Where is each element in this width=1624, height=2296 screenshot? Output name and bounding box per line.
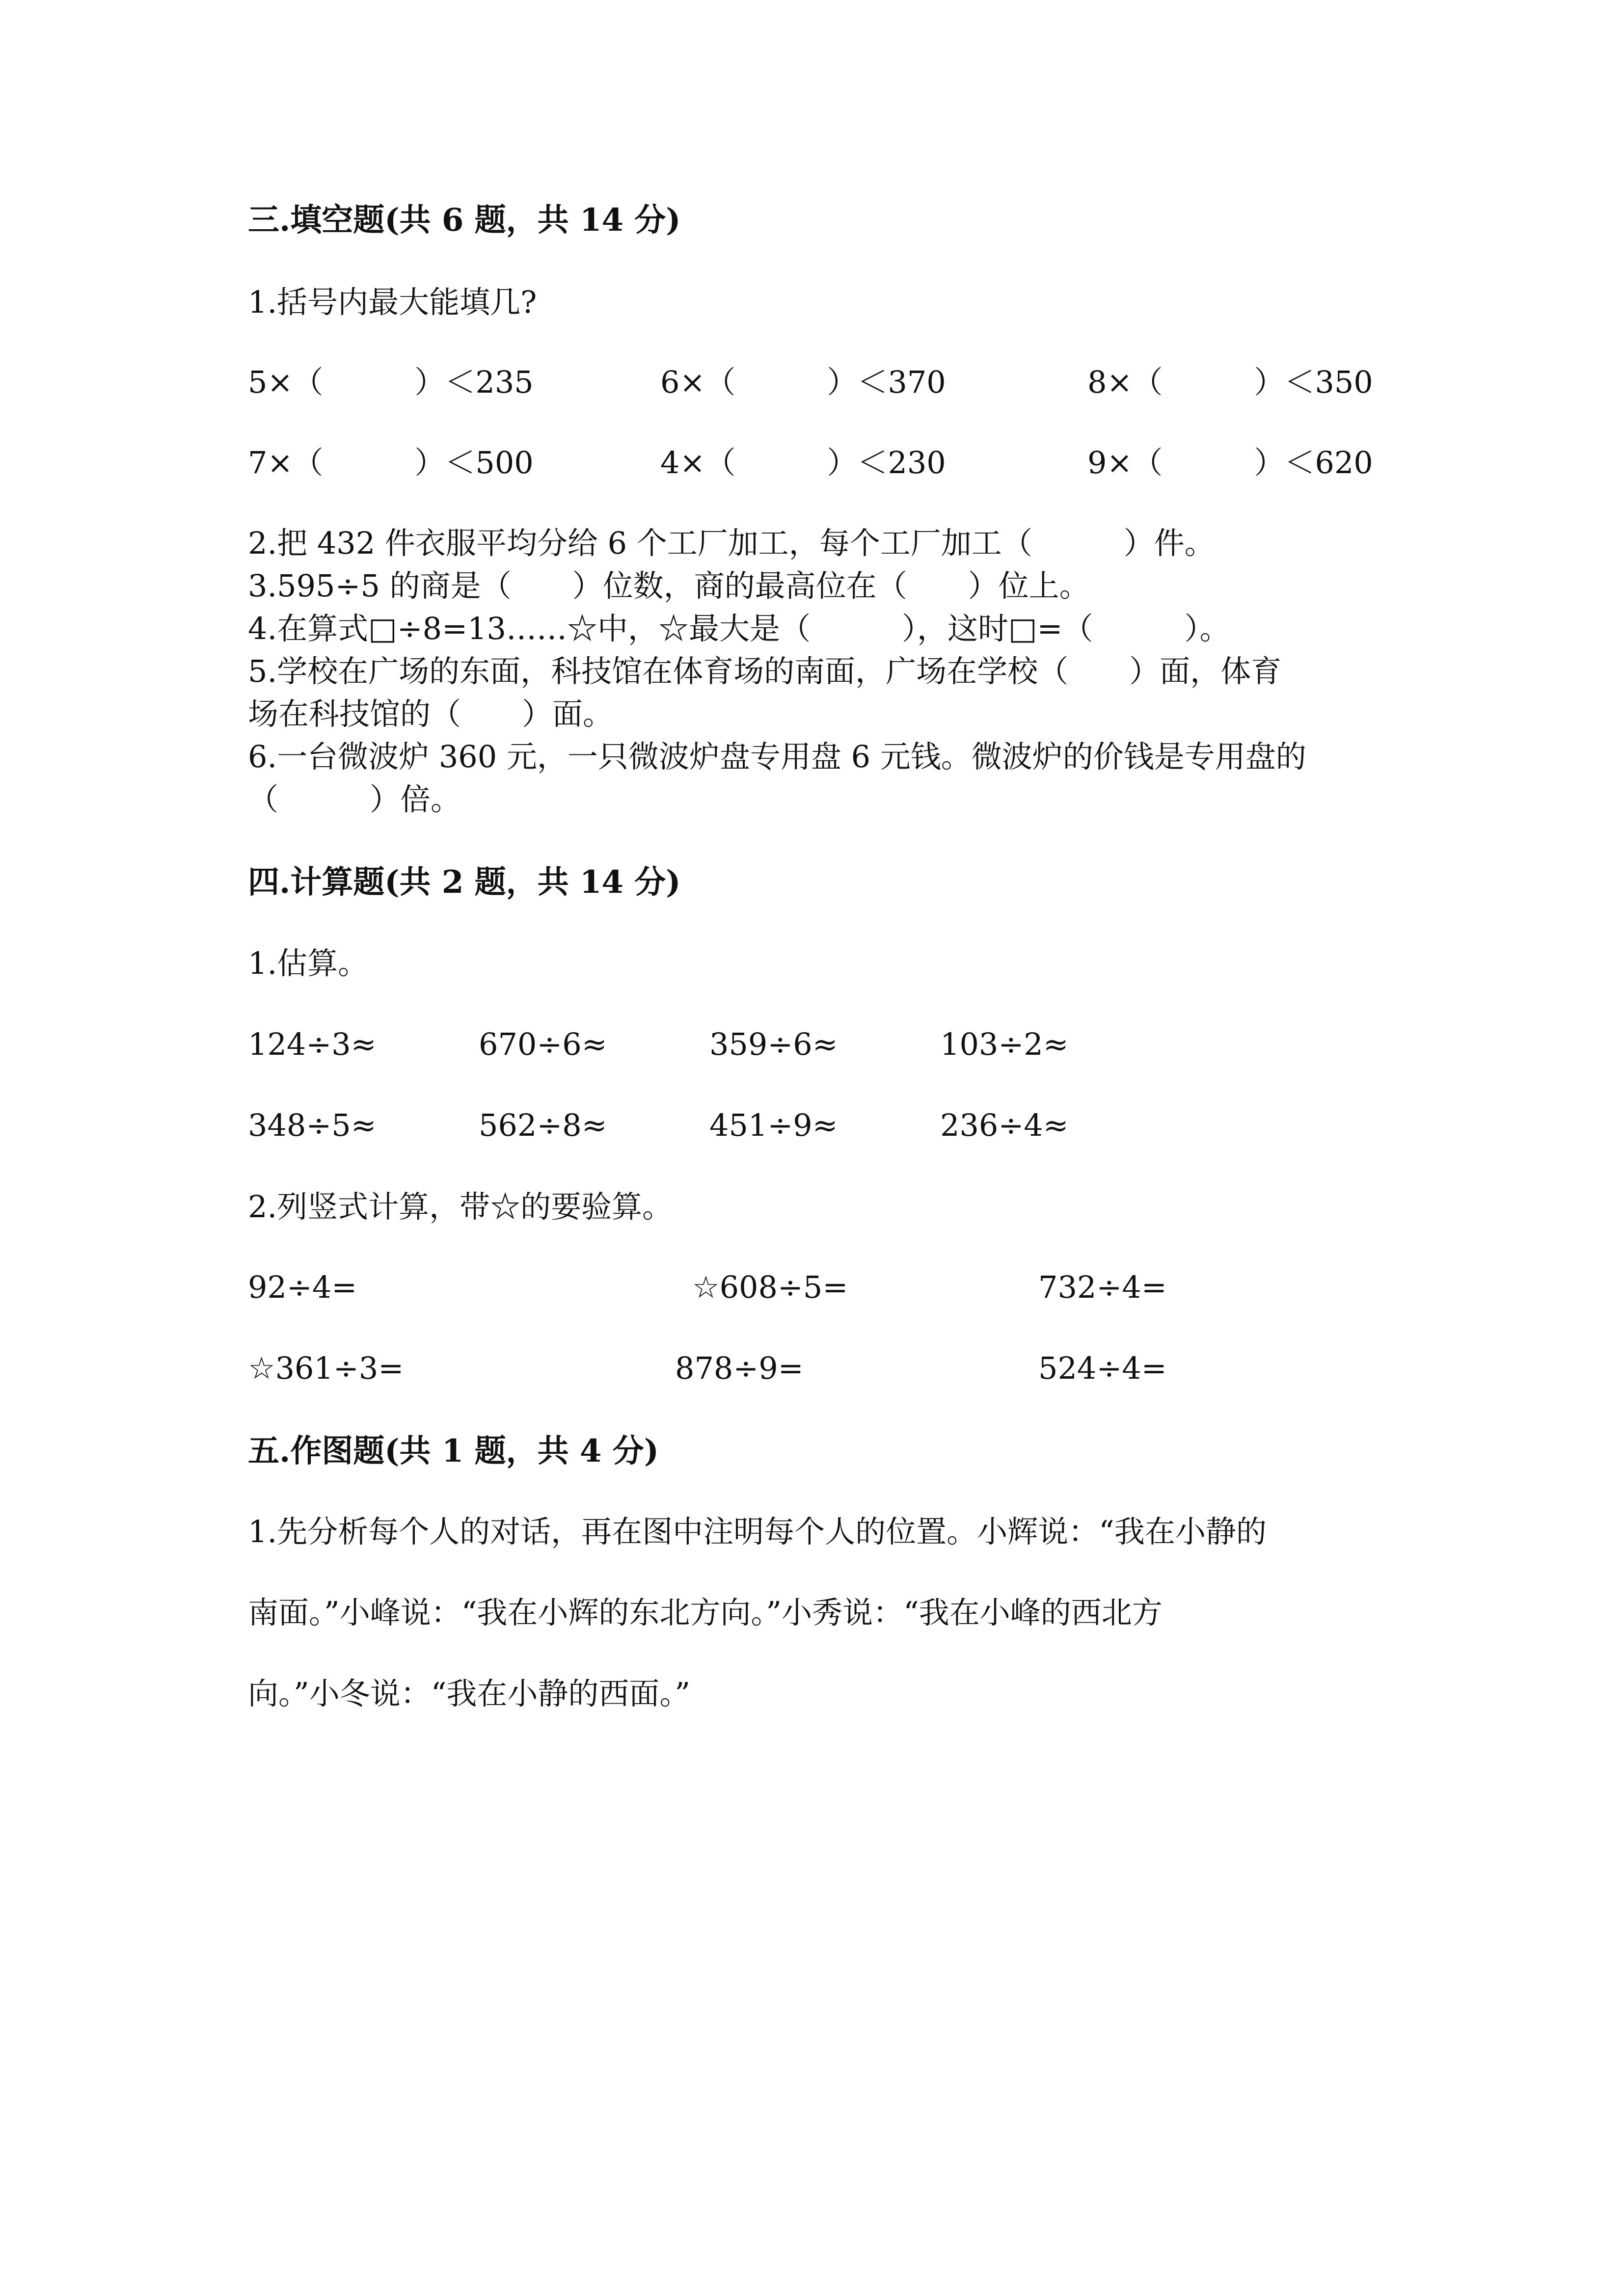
estimate-cell: 348÷5≈	[248, 1107, 377, 1143]
fill-cell: 6×（ ）＜370	[660, 364, 946, 400]
question-4: 4.在算式□÷8=13……☆中，☆最大是（ ），这时□=（ ）。	[248, 611, 1230, 646]
fill-cell: 8×（ ）＜350	[1087, 364, 1373, 400]
question-6-line-1: 6.一台微波炉 360 元，一只微波炉盘专用盘 6 元钱。微波炉的价钱是专用盘的	[248, 739, 1306, 774]
question-3: 3.595÷5 的商是（ ）位数，商的最高位在（ ）位上。	[248, 568, 1090, 604]
fill-cell: 5×（ ）＜235	[248, 364, 534, 400]
section-heading-draw: 五.作图题(共 1 题，共 4 分)	[248, 1433, 659, 1469]
vertical-calc-cell: ☆608÷5=	[692, 1269, 848, 1305]
question-1-prompt: 1.括号内最大能填几?	[248, 284, 537, 320]
vertical-calc-cell: 524÷4=	[1038, 1350, 1167, 1386]
calc-question-1-prompt: 1.估算。	[248, 945, 369, 981]
vertical-calc-cell: 732÷4=	[1038, 1269, 1167, 1305]
question-6-line-2: （ ）倍。	[248, 781, 461, 817]
question-2: 2.把 432 件衣服平均分给 6 个工厂加工，每个工厂加工（ ）件。	[248, 525, 1215, 561]
estimate-cell: 124÷3≈	[248, 1026, 377, 1062]
estimate-cell: 236÷4≈	[940, 1107, 1069, 1143]
estimate-cell: 103÷2≈	[940, 1026, 1069, 1062]
fill-cell: 4×（ ）＜230	[660, 445, 946, 481]
vertical-calc-cell: ☆361÷3=	[248, 1350, 404, 1386]
calc-question-2-prompt: 2.列竖式计算，带☆的要验算。	[248, 1189, 673, 1225]
draw-question-line-1: 1.先分析每个人的对话，再在图中注明每个人的位置。小辉说：“我在小静的	[248, 1514, 1267, 1549]
section-heading-calc: 四.计算题(共 2 题，共 14 分)	[248, 864, 681, 901]
fill-cell: 9×（ ）＜620	[1087, 445, 1373, 481]
fill-cell: 7×（ ）＜500	[248, 445, 534, 481]
vertical-calc-cell: 92÷4=	[248, 1269, 357, 1305]
question-5-line-2: 场在科技馆的（ ）面。	[248, 696, 614, 732]
draw-question-line-2: 南面。”小峰说：“我在小辉的东北方向。”小秀说：“我在小峰的西北方	[248, 1595, 1163, 1630]
vertical-calc-cell: 878÷9=	[675, 1350, 804, 1386]
draw-question-line-3: 向。”小冬说：“我在小静的西面。”	[248, 1676, 691, 1711]
estimate-cell: 670÷6≈	[479, 1026, 607, 1062]
section-heading-fill: 三.填空题(共 6 题，共 14 分)	[248, 202, 681, 239]
estimate-cell: 359÷6≈	[709, 1026, 838, 1062]
question-5-line-1: 5.学校在广场的东面，科技馆在体育场的南面，广场在学校（ ）面，体育	[248, 653, 1282, 689]
estimate-cell: 451÷9≈	[709, 1107, 838, 1143]
estimate-cell: 562÷8≈	[479, 1107, 607, 1143]
